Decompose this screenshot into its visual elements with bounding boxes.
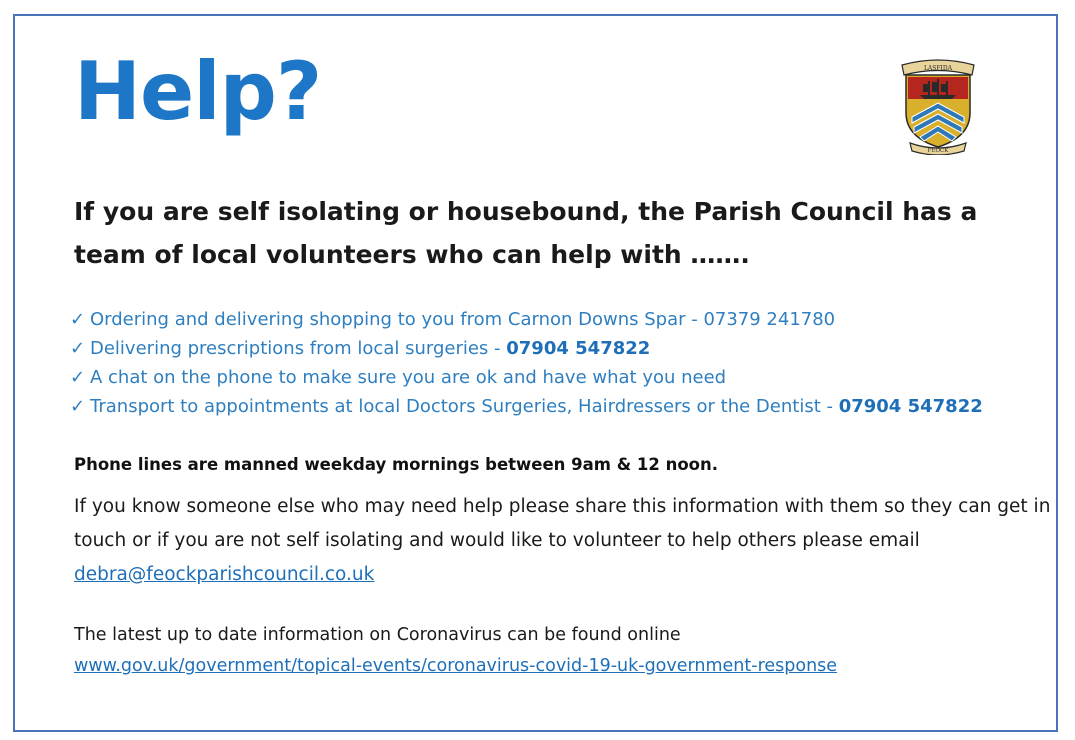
parish-crest-icon	[898, 55, 978, 155]
page-title: Help?	[74, 45, 322, 138]
intro-text: If you are self isolating or housebound, the Parish Council has a team of local volunteers who can help with …….	[74, 197, 978, 269]
services-list	[70, 305, 1050, 421]
service-phone: 07904 547822	[838, 396, 983, 417]
crest-motto-bottom: FEOCK	[927, 148, 949, 154]
service-text: A chat on the phone to make sure you are ok and have what you need	[90, 367, 727, 388]
check-icon: ✓	[70, 338, 86, 359]
gov-link[interactable]: www.gov.uk/government/topical-events/coronavirus-covid-19-uk-government-response	[74, 656, 838, 676]
list-item	[70, 334, 1050, 363]
list-item	[70, 305, 1050, 334]
service-phone: 07904 547822	[506, 338, 651, 359]
list-item	[70, 363, 1050, 392]
crest-motto-top: LASFIDA	[923, 65, 953, 72]
share-text: If you know someone else who may need help please share this information with them so they can get in touch or if you are not self isolating and would like to volunteer to help others please email	[74, 496, 1051, 551]
check-icon: ✓	[70, 396, 86, 417]
list-item	[70, 392, 1050, 421]
service-text: Transport to appointments at local Doctors Surgeries, Hairdressers or the Dentist -	[90, 396, 839, 417]
check-icon: ✓	[70, 309, 86, 330]
share-paragraph	[74, 490, 1054, 592]
service-text: Delivering prescriptions from local surgeries -	[90, 338, 507, 359]
check-icon: ✓	[70, 367, 86, 388]
phone-hours: Phone lines are manned weekday mornings between 9am & 12 noon.	[74, 455, 718, 474]
service-text: Ordering and delivering shopping to you from Carnon Downs Spar - 07379 241780	[90, 309, 836, 330]
latest-info	[74, 620, 1054, 682]
email-link[interactable]: debra@feockparishcouncil.co.uk	[74, 564, 375, 585]
latest-text: The latest up to date information on Coronavirus can be found online	[74, 625, 681, 645]
